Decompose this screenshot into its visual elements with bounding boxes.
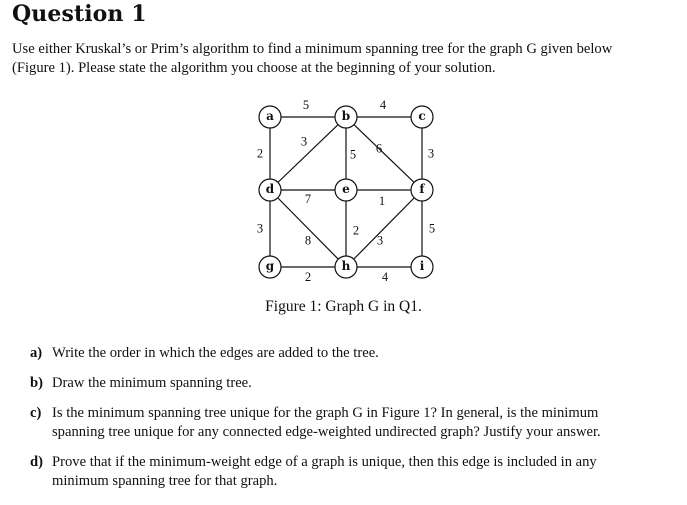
question-title: Question 1 — [12, 1, 147, 27]
part-text-continued: spanning tree unique for any connected edge-weighted undirected graph? Justify your answer. — [52, 424, 601, 440]
node-g — [259, 256, 281, 278]
edge-weight-d-b: 3 — [300, 134, 308, 149]
edge-weight-e-h: 2 — [352, 223, 360, 238]
edge-weight-b-e: 5 — [349, 147, 357, 162]
part-text: Write the order in which the edges are added to the tree. — [52, 345, 379, 361]
edge-weight-f-h: 3 — [376, 233, 384, 248]
edge-weight-a-d: 2 — [256, 146, 264, 161]
node-f — [411, 179, 433, 201]
node-label: e — [342, 182, 350, 196]
edge-weight-d-h: 8 — [304, 233, 312, 248]
edge-weight-b-f: 6 — [375, 141, 383, 156]
part-text: Is the minimum spanning tree unique for the graph G in Figure 1? In general, is the minimum — [52, 405, 599, 421]
part-c — [30, 404, 680, 442]
part-label: d) — [30, 454, 43, 470]
node-label: b — [341, 109, 351, 123]
edge-weight-a-b: 5 — [302, 98, 310, 112]
node-b — [335, 106, 357, 128]
graph-figure — [240, 95, 450, 295]
part-label: c) — [30, 405, 42, 421]
node-e — [335, 179, 357, 201]
node-label: f — [419, 182, 425, 196]
part-label: b) — [30, 375, 43, 391]
part-b — [30, 374, 680, 393]
part-d — [30, 453, 680, 491]
node-label: a — [266, 109, 274, 123]
figure-caption: Figure 1: Graph G in Q1. — [265, 298, 422, 315]
node-a — [259, 106, 281, 128]
part-label: a) — [30, 345, 43, 361]
edge-weight-e-f: 1 — [378, 194, 386, 208]
edge-weight-c-f: 3 — [427, 146, 435, 161]
edge-weight-d-g: 3 — [256, 221, 264, 236]
edge-d-b — [270, 117, 346, 190]
edge-weight-d-e: 7 — [304, 192, 312, 206]
node-i — [411, 256, 433, 278]
edge-weight-b-c: 4 — [379, 98, 387, 112]
edge-weight-g-h: 2 — [304, 270, 312, 284]
node-label: g — [265, 259, 275, 273]
edge-weight-f-i: 5 — [428, 221, 436, 236]
node-c — [411, 106, 433, 128]
node-label: i — [419, 259, 425, 273]
node-d — [259, 179, 281, 201]
node-label: d — [265, 182, 275, 196]
part-a — [30, 344, 680, 363]
intro-line: Use either Kruskal’s or Prim’s algorithm to find a minimum spanning tree for the graph G given below — [12, 41, 613, 57]
part-text: Draw the minimum spanning tree. — [52, 375, 252, 391]
question-intro — [12, 40, 682, 78]
edge-b-f — [346, 117, 422, 190]
intro-line: (Figure 1). Please state the algorithm you choose at the beginning of your solution. — [12, 60, 496, 76]
part-text: Prove that if the minimum-weight edge of a graph is unique, then this edge is included in any — [52, 454, 597, 470]
part-text-continued: minimum spanning tree for that graph. — [52, 473, 278, 489]
node-label: h — [341, 259, 351, 273]
node-label: c — [418, 109, 426, 123]
edge-weight-h-i: 4 — [381, 270, 389, 284]
node-h — [335, 256, 357, 278]
